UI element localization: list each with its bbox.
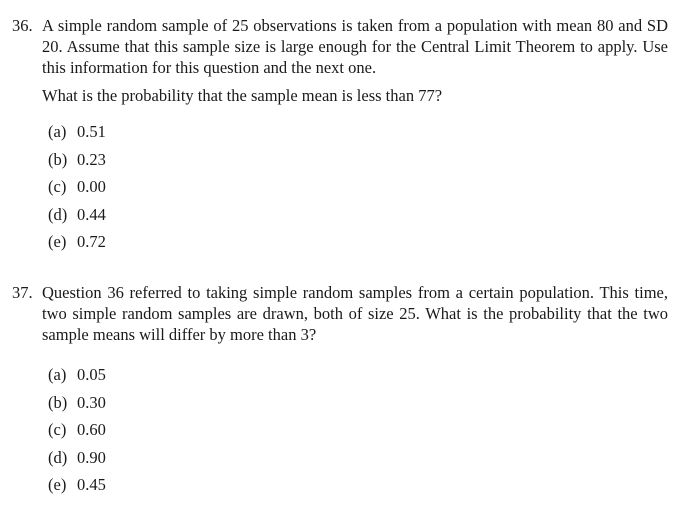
answer-options: [48, 361, 668, 499]
option-value: 0.60: [77, 420, 106, 440]
option-value: 0.05: [77, 365, 106, 385]
option-label: (d): [48, 204, 68, 224]
question-prompt: What is the probability that the sample mean is less than 77?: [42, 86, 443, 105]
answer-option-d[interactable]: [48, 444, 668, 472]
question-text: A simple random sample of 25 observations is taken from a population with mean 80 and SD 20. Assume that this sample size is large enough for the Central Limit Theorem to apply. Use this information for this question and the next one.: [42, 16, 668, 77]
question-number: 37.: [12, 283, 33, 302]
answer-option-d[interactable]: [48, 201, 668, 229]
answer-options: [48, 118, 668, 256]
answer-option-c[interactable]: [48, 416, 668, 444]
answer-option-a[interactable]: [48, 361, 668, 389]
question-stem: [12, 282, 668, 345]
option-value: 0.23: [77, 149, 106, 169]
answer-option-b[interactable]: [48, 146, 668, 174]
option-value: 0.45: [77, 475, 106, 495]
answer-option-e[interactable]: [48, 228, 668, 256]
answer-option-a[interactable]: [48, 118, 668, 146]
option-label: (b): [48, 149, 68, 169]
option-value: 0.00: [77, 177, 106, 197]
option-label: (d): [48, 447, 68, 467]
option-value: 0.44: [77, 204, 106, 224]
option-value: 0.30: [77, 392, 106, 412]
option-label: (e): [48, 232, 67, 252]
answer-option-e[interactable]: [48, 471, 668, 499]
option-value: 0.51: [77, 122, 106, 142]
question-36: [12, 15, 668, 272]
option-label: (c): [48, 177, 67, 197]
question-stem: [12, 15, 668, 78]
option-label: (e): [48, 475, 67, 495]
option-label: (a): [48, 365, 67, 385]
option-value: 0.90: [77, 447, 106, 467]
question-number: 36.: [12, 16, 33, 35]
option-label: (c): [48, 420, 67, 440]
option-value: 0.72: [77, 232, 106, 252]
question-text: Question 36 referred to taking simple random samples from a certain population. This time, two simple random samples are drawn, both of size 25. What is the probability that the two sample means will differ by more than 3?: [42, 283, 668, 344]
option-label: (a): [48, 122, 67, 142]
answer-option-c[interactable]: [48, 173, 668, 201]
question-37: [12, 282, 668, 515]
answer-option-b[interactable]: [48, 389, 668, 417]
option-label: (b): [48, 392, 68, 412]
